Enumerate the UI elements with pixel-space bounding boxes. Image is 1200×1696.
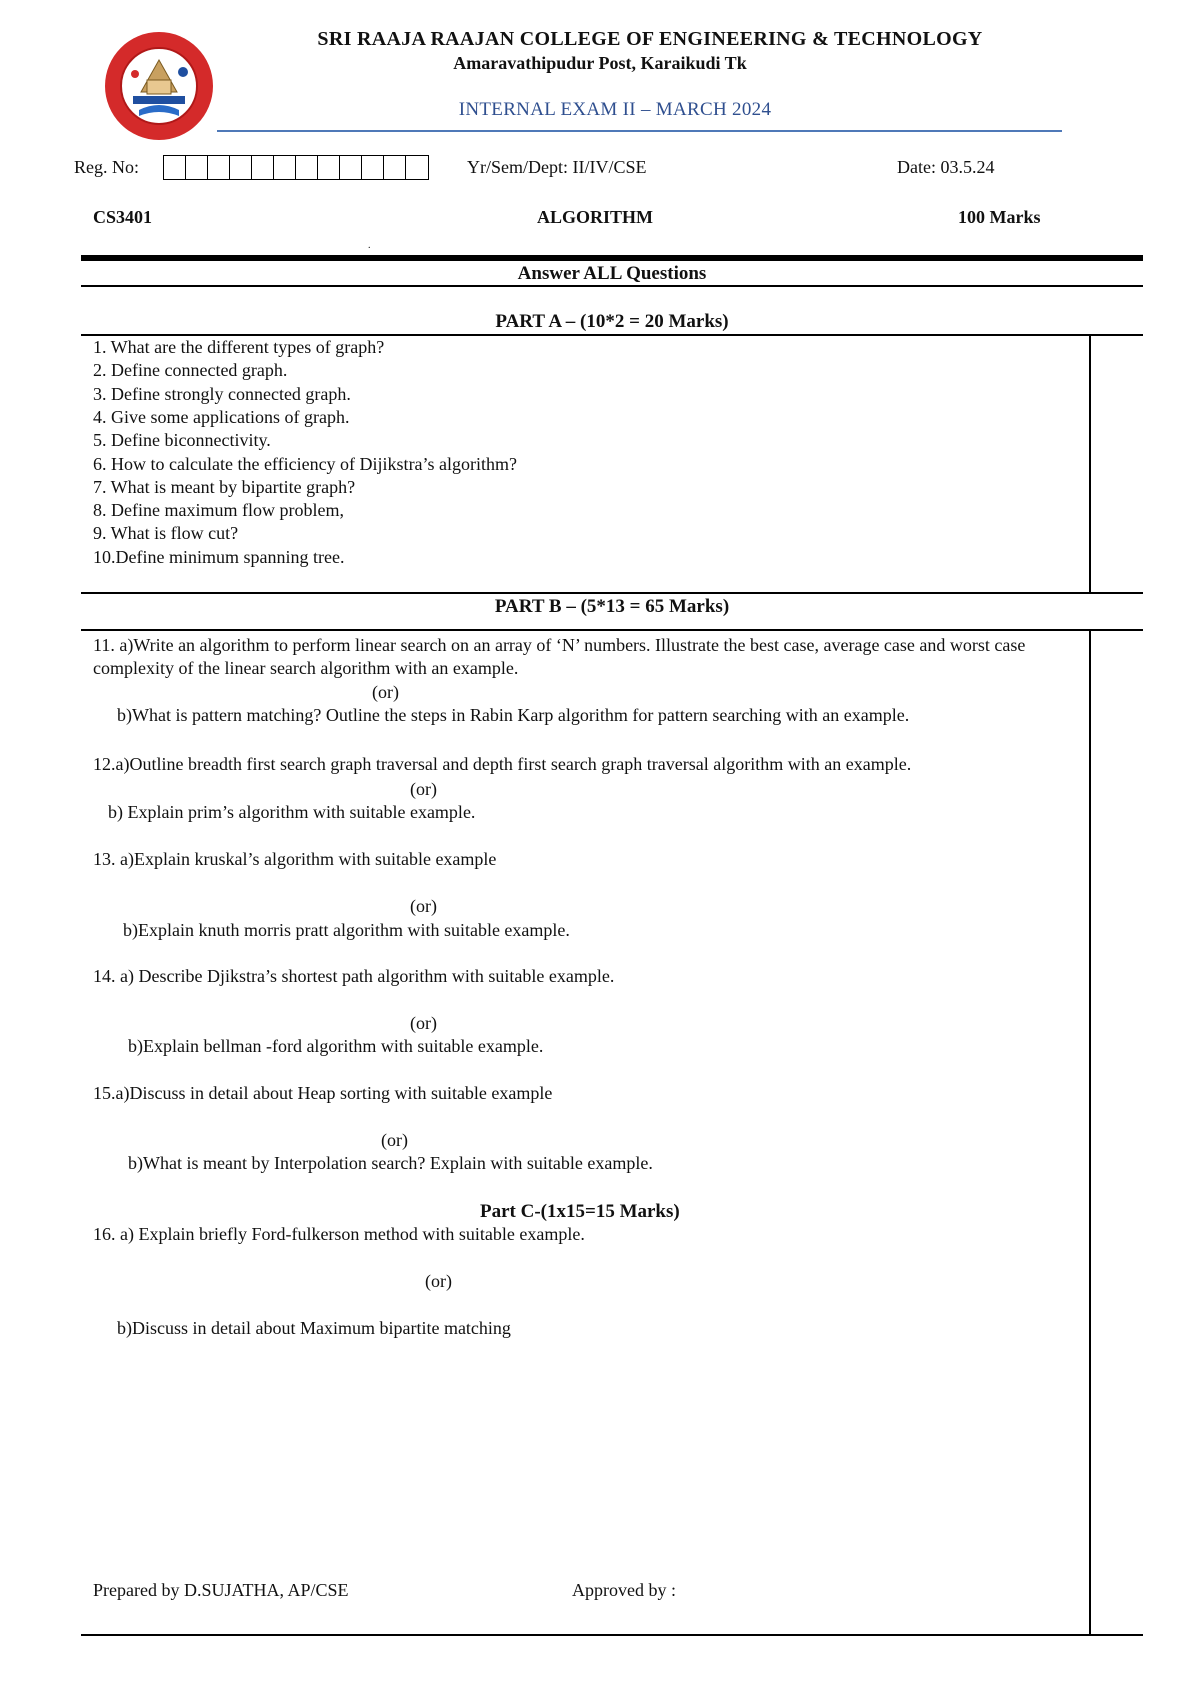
part-a-question: 10.Define minimum spanning tree. [93,546,345,567]
reg-no-boxes[interactable] [163,155,429,180]
thick-rule [81,255,1143,261]
q12a: 12.a)Outline breadth first search graph traversal and depth first search graph traversal algorithm with an example. [93,754,912,774]
or-label: (or) [410,1013,437,1033]
part-a-question: 6. How to calculate the efficiency of Dijikstra’s algorithm? [93,453,518,474]
reg-no-digit-box[interactable] [274,156,296,179]
reg-no-digit-box[interactable] [384,156,406,179]
part-a-question: 5. Define biconnectivity. [93,430,271,451]
college-emblem-icon [103,30,215,142]
q15b: b)What is meant by Interpolation search? Explain with suitable example. [128,1153,653,1173]
reg-no-digit-box[interactable] [406,156,428,179]
title-underline [217,130,1062,132]
reg-no-digit-box[interactable] [340,156,362,179]
part-a-question: 1. What are the different types of graph? [93,337,385,357]
reg-no-digit-box[interactable] [230,156,252,179]
q11a: 11. a)Write an algorithm to perform linear search on an array of ‘N’ numbers. Illustrate the best case, average case and worst case complexity of the linear search algorithm with an example. [93,635,1026,678]
rule [81,285,1143,287]
instructions: Answer ALL Questions [517,263,707,284]
or-label: (or) [372,682,399,702]
reg-no-digit-box[interactable] [296,156,318,179]
rule [81,334,1143,336]
reg-no-digit-box[interactable] [164,156,186,179]
exam-title: INTERNAL EXAM II – MARCH 2024 [458,99,772,120]
q13b: b)Explain knuth morris pratt algorithm with suitable example. [123,920,570,940]
reg-no-digit-box[interactable] [208,156,230,179]
part-a-question: 7. What is meant by bipartite graph? [93,476,356,497]
part-a-question: 4. Give some applications of graph. [93,406,350,427]
reg-no-digit-box[interactable] [318,156,340,179]
reg-no-digit-box[interactable] [252,156,274,179]
q16b: b)Discuss in detail about Maximum bipartite matching [117,1318,511,1338]
q11b: b)What is pattern matching? Outline the steps in Rabin Karp algorithm for pattern searching with an example. [117,705,910,725]
bottom-rule [81,1634,1143,1636]
rule [81,592,1143,594]
rule [81,629,1143,631]
part-a-question: 8. Define maximum flow problem, [93,500,344,521]
reg-no-label: Reg. No: [74,157,139,177]
or-label: (or) [410,779,437,799]
yr-sem-dept: Yr/Sem/Dept: II/IV/CSE [467,157,647,177]
q16a: 16. a) Explain briefly Ford-fulkerson method with suitable example. [93,1224,585,1244]
stray-dot: . [368,240,371,251]
college-logo [103,30,215,142]
part-a-title: PART A – (10*2 = 20 Marks) [495,311,729,332]
q14a: 14. a) Describe Djikstra’s shortest path algorithm with suitable example. [93,966,615,986]
part-a-question: 3. Define strongly connected graph. [93,383,351,404]
reg-no-digit-box[interactable] [362,156,384,179]
prepared-by: Prepared by D.SUJATHA, AP/CSE [93,1580,349,1600]
approved-by: Approved by : [572,1580,676,1600]
part-a-question: 2. Define connected graph. [93,360,288,381]
q14b: b)Explain bellman -ford algorithm with suitable example. [128,1036,544,1056]
or-label: (or) [381,1130,408,1150]
course-name: ALGORITHM [537,207,654,227]
college-address: Amaravathipudur Post, Karaikudi Tk [453,53,747,73]
total-marks: 100 Marks [958,207,1041,227]
course-code: CS3401 [93,207,153,227]
margin-rule [1089,334,1091,593]
q13a: 13. a)Explain kruskal’s algorithm with suitable example [93,849,497,869]
q15a: 15.a)Discuss in detail about Heap sorting with suitable example [93,1083,553,1103]
or-label: (or) [410,896,437,916]
college-name: SRI RAAJA RAAJAN COLLEGE OF ENGINEERING & TECHNOLOGY [317,28,983,50]
part-a-question: 9. What is flow cut? [93,523,239,544]
exam-date: Date: 03.5.24 [897,157,995,177]
q12b: b) Explain prim’s algorithm with suitable example. [108,802,476,822]
reg-no-digit-box[interactable] [186,156,208,179]
or-label: (or) [425,1271,452,1291]
part-b-title: PART B – (5*13 = 65 Marks) [494,596,730,617]
part-c-title: Part C-(1x15=15 Marks) [480,1201,680,1222]
margin-rule [1089,629,1091,1635]
